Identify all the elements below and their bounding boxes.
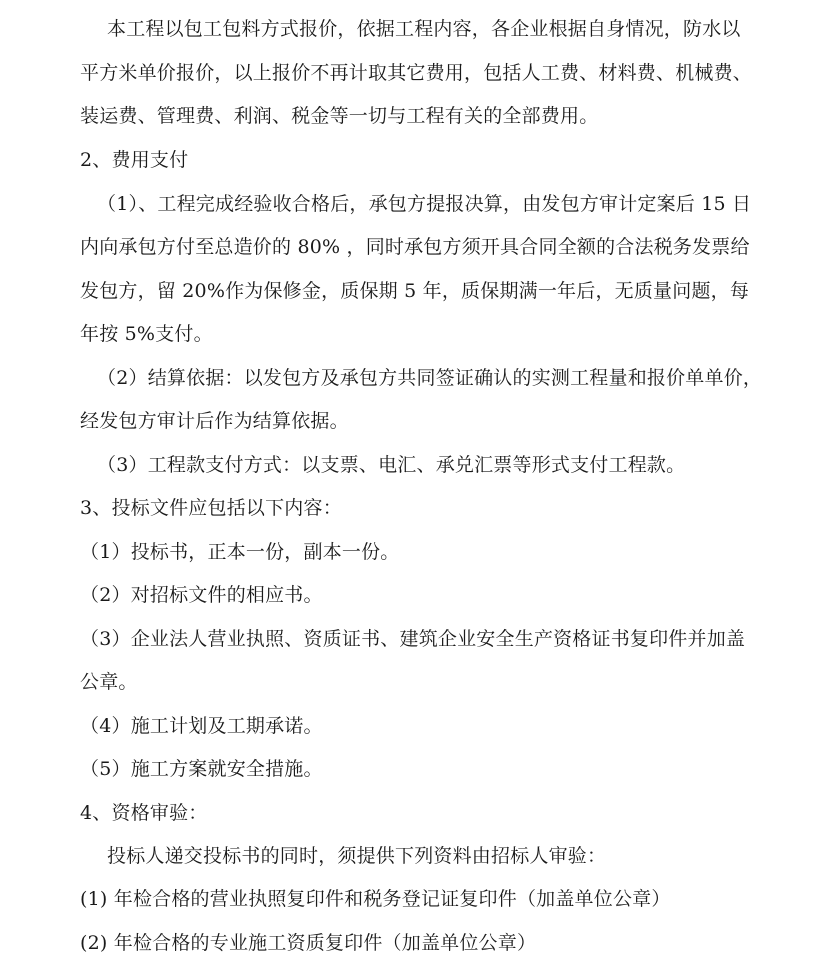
text-line-10: 经发包方审计后作为结算依据。: [80, 410, 349, 432]
text-line-20: 投标人递交投标书的同时，须提供下列资料由招标人审验：: [107, 845, 607, 867]
text-line-16: 公章。: [80, 671, 138, 693]
text-line-6: 内向承包方付至总造价的 80% ，同时承包方须开具合同全额的合法税务发票给: [80, 236, 750, 258]
text-line-2: 平方米单价报价，以上报价不再计取其它费用，包括人工费、材料费、机械费、: [80, 62, 753, 84]
text-line-13: （1）投标书，正本一份，副本一份。: [80, 541, 400, 563]
text-line-18: （5）施工方案就安全措施。: [80, 758, 323, 780]
text-line-15: （3）企业法人营业执照、资质证书、建筑企业安全生产资格证书复印件并加盖: [80, 628, 746, 650]
text-line-17: （4）施工计划及工期承诺。: [80, 715, 323, 737]
text-line-5: （1）、工程完成经验收合格后，承包方提报决算，由发包方审计定案后 15 日: [97, 193, 752, 215]
section-heading-4: 4、资格审验：: [80, 802, 208, 824]
section-heading-3: 3、投标文件应包括以下内容：: [80, 497, 342, 519]
text-line-14: （2）对招标文件的相应书。: [80, 584, 323, 606]
text-line-11: （3）工程款支付方式：以支票、电汇、承兑汇票等形式支付工程款。: [97, 454, 686, 476]
text-line-3: 装运费、管理费、利润、税金等一切与工程有关的全部费用。: [80, 105, 599, 127]
text-line-21: (1) 年检合格的营业执照复印件和税务登记证复印件（加盖单位公章）: [80, 888, 671, 910]
text-line-22: (2) 年检合格的专业施工资质复印件（加盖单位公章）: [80, 932, 537, 954]
text-line-8: 年按 5%支付。: [80, 323, 213, 345]
text-line-1: 本工程以包工包料方式报价，依据工程内容，各企业根据自身情况，防水以: [107, 18, 741, 40]
text-line-9: （2）结算依据：以发包方及承包方共同签证确认的实测工程量和报价单单价，: [97, 367, 763, 389]
section-heading-2: 2、费用支付: [80, 149, 189, 171]
text-line-7: 发包方，留 20%作为保修金，质保期 5 年，质保期满一年后，无质量问题，每: [80, 280, 750, 302]
